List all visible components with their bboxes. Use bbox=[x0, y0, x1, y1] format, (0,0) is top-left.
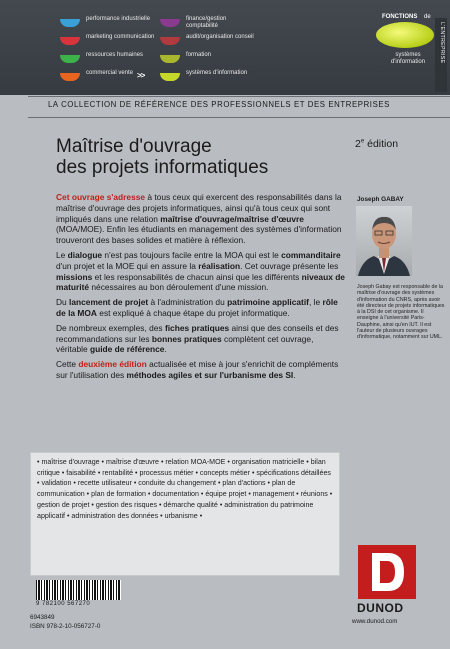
series-item bbox=[60, 52, 158, 63]
collection-badge bbox=[366, 0, 450, 95]
publisher-logo-icon bbox=[358, 545, 416, 599]
current-series-arrow-icon: >> bbox=[137, 71, 145, 80]
publisher-name: DUNOD bbox=[357, 601, 404, 615]
publisher-url: www.dunod.com bbox=[352, 618, 398, 625]
series-swatch-icon bbox=[160, 55, 180, 63]
badge-category: systèmes d'information bbox=[390, 52, 426, 65]
edition-sup: e bbox=[360, 138, 365, 145]
book-title bbox=[56, 136, 316, 178]
series-label: finance/gestion comptabilité bbox=[186, 16, 227, 29]
badge-disc-icon bbox=[376, 22, 434, 48]
author-name: Joseph GABAY bbox=[357, 196, 404, 203]
series-swatch-icon bbox=[60, 55, 80, 63]
barcode bbox=[36, 580, 121, 600]
paragraph-1: Cet ouvrage s'adresse à tous ceux qui exercent des responsabilités dans la maîtrise d'ouvrage des projets informatiques, ainsi qu'à tous ceux qui sont impliqués dans une relation maîtrise d'ouvrage/maîtrise d'œuvre (MOA/MOE). Enfin les étudiants en management des systèmes d'information trouveront des bases solides et matière à réflexion. bbox=[56, 192, 342, 246]
series-item bbox=[160, 52, 258, 63]
badge-fonctions: FONCTIONS bbox=[382, 14, 418, 20]
barcode-number: 9 782100 567270 bbox=[36, 601, 91, 607]
edition-label bbox=[355, 138, 398, 150]
series-swatch-icon bbox=[160, 19, 180, 27]
author-bio: Joseph Gabay est responsable de la maîtrise d'ouvrage des systèmes d'information du CNRS, après avoir été directeur de projets informatiques à la DSI de cet organisme. Il enseigne à l'université Paris-Dauphine, ainsi qu'en IUT. Il est l'auteur de plusieurs ouvrages d'informatique, notamment sur UML. bbox=[357, 284, 445, 341]
series-item bbox=[160, 70, 258, 81]
series-label: commercial vente bbox=[86, 70, 134, 76]
title-line-1: Maîtrise d'ouvrage bbox=[56, 136, 212, 157]
series-label: performance industrielle bbox=[86, 16, 151, 22]
series-swatch-icon bbox=[60, 73, 80, 81]
series-item bbox=[60, 34, 158, 45]
series-item bbox=[160, 34, 258, 45]
series-label: formation bbox=[186, 52, 212, 58]
paragraph-5: Cette deuxième édition actualisée et mise à jour s'enrichit de compléments sur l'utilisation des méthodes agiles et sur l'urbanisme des SI. bbox=[56, 359, 339, 380]
series-swatch-icon bbox=[60, 19, 80, 27]
author-photo bbox=[356, 206, 412, 276]
divider-bottom bbox=[28, 117, 450, 118]
badge-de: de bbox=[424, 14, 431, 20]
series-swatch-icon bbox=[60, 37, 80, 45]
series-label: systèmes d'information bbox=[186, 70, 248, 76]
title-line-2: des projets informatiques bbox=[56, 157, 269, 178]
paragraph-4: De nombreux exemples, des fiches pratiques ainsi que des conseils et des recommandations sur les bonnes pratiques complètent cet ouvrage, véritable guide de référence. bbox=[56, 322, 339, 355]
series-item bbox=[160, 16, 258, 29]
series-label: ressources humaines bbox=[86, 52, 144, 58]
collection-tagline: LA COLLECTION DE RÉFÉRENCE DES PROFESSIONNELS ET DES ENTREPRISES bbox=[48, 100, 390, 109]
badge-vertical-text: L'ENTREPRISE bbox=[439, 22, 445, 64]
series-swatch-icon bbox=[160, 73, 180, 81]
paragraph-3: Du lancement de projet à l'administration du patrimoine applicatif, le rôle de la MOA est expliqué à chaque étape du projet informatique. bbox=[56, 297, 338, 318]
divider-top bbox=[28, 96, 450, 97]
edition-number: 2 bbox=[355, 138, 361, 150]
paragraph-2: Le dialogue n'est pas toujours facile entre la MOA qui est le commanditaire d'un projet et la MOE qui en assure la réalisation. Cet ouvrage présente les missions et les responsabilités de chacun ainsi que les différents niveaux de maturité nécessaires au bon déroulement d'une mission. bbox=[56, 249, 345, 293]
series-label: marketing communication bbox=[86, 34, 155, 40]
series-item bbox=[60, 16, 158, 27]
edition-text: édition bbox=[364, 138, 399, 150]
keywords-box: • maîtrise d'ouvrage • maîtrise d'œuvre • relation MOA-MOE • organisation matricielle • bilan critique • faisabilité • rentabilité • processus métier • concepts métier • spécifications détaillées • validation • recette utilisateur • conduite du changement • plan d'actions • plan de communication • plan de formation • documentation • équipe projet • management • réunions • gestion de projet • gestion des risques • démarche qualité • administration du patrimoine applicatif • administration des données • urbanisme • bbox=[30, 452, 340, 576]
reference-number: 6943849 bbox=[30, 614, 55, 621]
isbn: ISBN 978-2-10-056727-0 bbox=[30, 623, 101, 630]
series-label: audit/organisation conseil bbox=[186, 34, 254, 40]
series-swatch-icon bbox=[160, 37, 180, 45]
back-cover-description bbox=[56, 192, 346, 385]
